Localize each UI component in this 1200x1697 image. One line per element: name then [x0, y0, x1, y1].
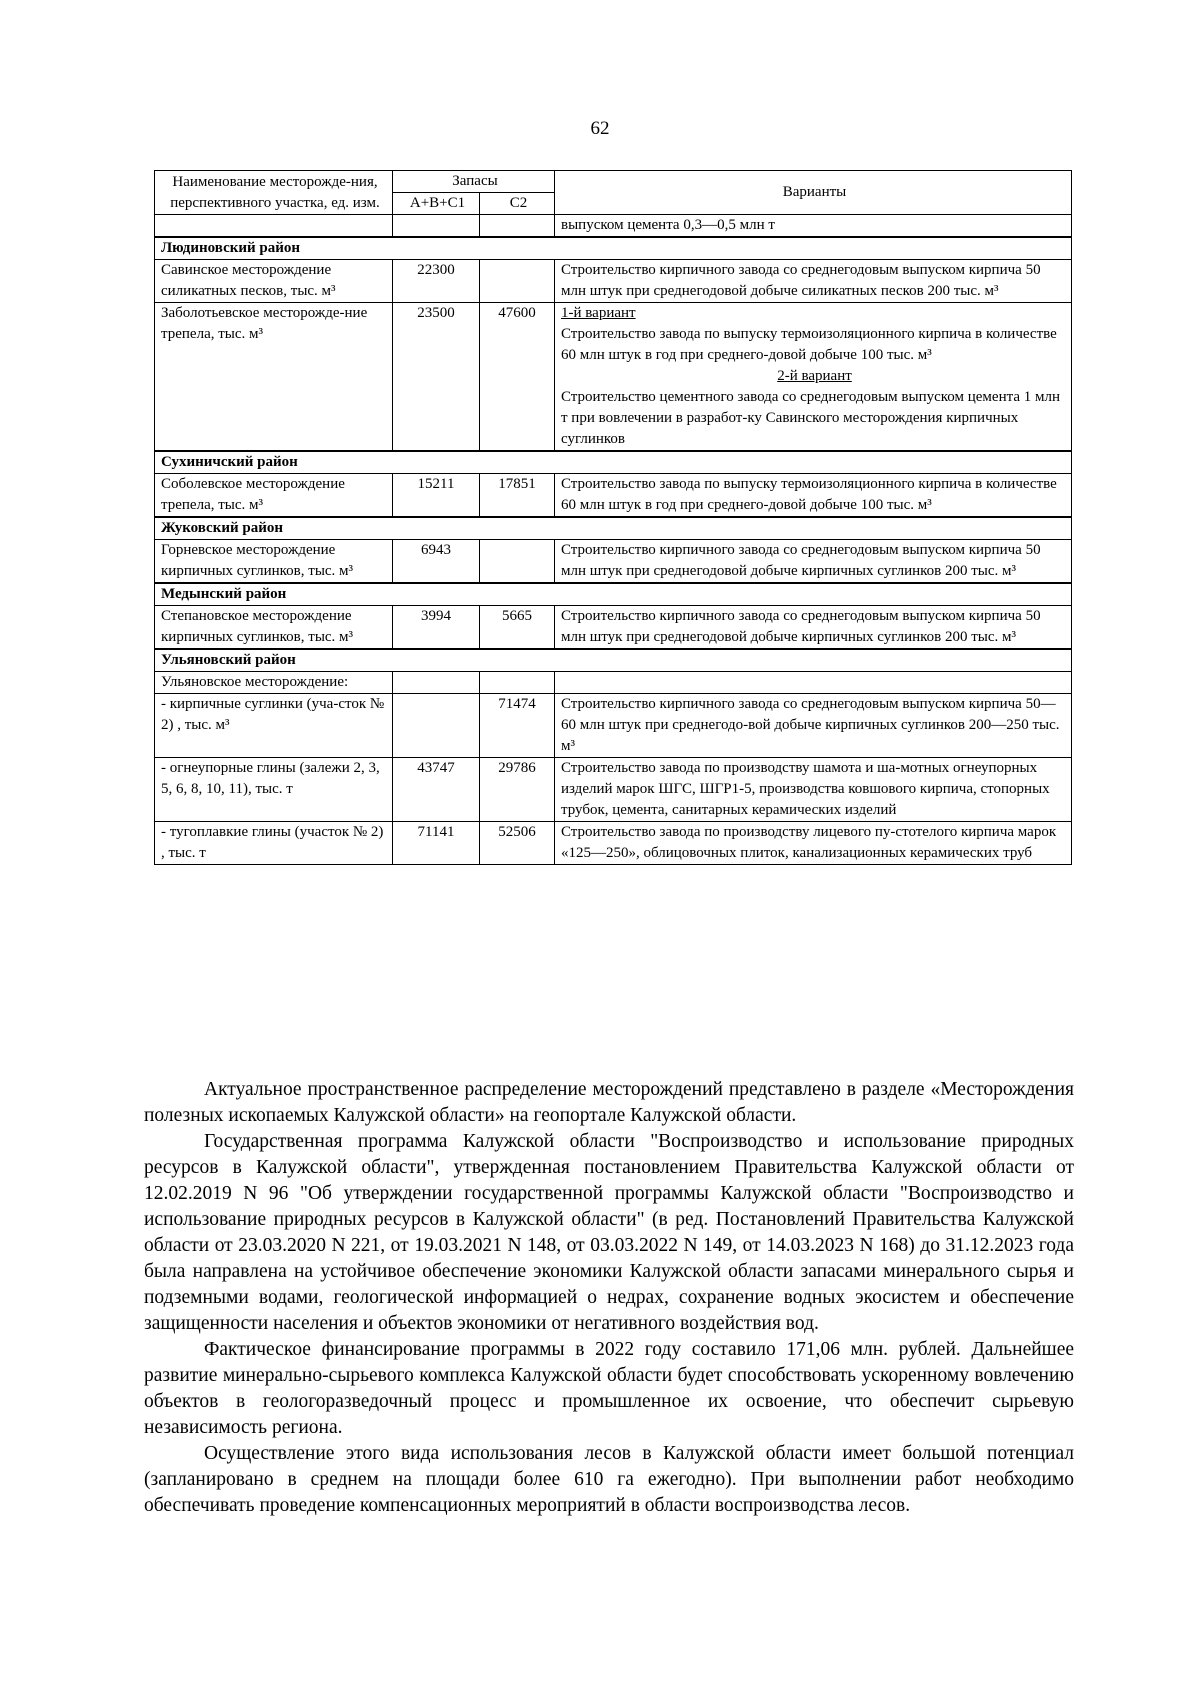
- deposit-name: Заболотьевское месторожде-ние трепела, тыс. м³: [155, 303, 393, 452]
- deposit-name: Горневское месторождение кирпичных суглинков, тыс. м³: [155, 540, 393, 584]
- variant-text: Строительство кирпичного завода со среднегодовым выпуском кирпича 50 млн штук при среднегодовой добыче силикатных песков 200 тыс. м³: [555, 260, 1072, 303]
- paragraph-state-program: Государственная программа Калужской области "Воспроизводство и использование природных ресурсов в Калужской области", утвержденная постановлением Правительства Калужской области от 12.02.2019 N 96 "Об утверждении государственной программы Калужской области "Воспроизводство и использование природных ресурсов в Калужской области" (в ред. Постановлений Правительства Калужской области от 23.03.2020 N 221, от 19.03.2021 N 148, от 03.03.2022 N 149, от 14.03.2023 N 168) до 31.12.2023 года была направлена на устойчивое обеспечение экономики Калужской области запасами минерального сырья и подземными водами, геологической информацией о недрах, сохранение водных экосистем и обеспечение защищенности населения и объектов экономики от негативного воздействия вод.: [144, 1131, 1074, 1334]
- variant-text: Строительство завода по производству лицевого пу-стотелого кирпича марок «125—250», облицовочных плиток, канализационных керамических труб: [555, 822, 1072, 865]
- continuation-cell: выпуском цемента 0,3—0,5 млн т: [555, 215, 1072, 238]
- variant-text: Строительство кирпичного завода со среднегодовым выпуском кирпича 50 млн штук при среднегодовой добыче кирпичных суглинков 200 тыс. м³: [555, 606, 1072, 650]
- c2-value: [480, 260, 555, 303]
- variant-1-text: Строительство завода по выпуску термоизоляционного кирпича в количестве 60 млн штук в год при среднего-довой добыче 100 тыс. м³: [561, 326, 1057, 363]
- district-lyudinovo: Людиновский район: [155, 237, 1072, 260]
- district-row: [155, 237, 1072, 260]
- table-row: [155, 303, 1072, 452]
- district-sukhinichi: Сухиничский район: [155, 451, 1072, 474]
- district-medyn: Медынский район: [155, 583, 1072, 606]
- deposit-name: - тугоплавкие глины (участок № 2) , тыс. т: [155, 822, 393, 865]
- abc1-value: 22300: [393, 260, 480, 303]
- variant-cell: [555, 303, 1072, 452]
- abc1-value: 71141: [393, 822, 480, 865]
- abc1-value: 3994: [393, 606, 480, 650]
- deposit-name: Степановское месторождение кирпичных суглинков, тыс. м³: [155, 606, 393, 650]
- deposit-name: - огнеупорные глины (залежи 2, 3, 5, 6, 8, 10, 11), тыс. т: [155, 758, 393, 822]
- page-number: 62: [590, 118, 610, 139]
- c2-value: 52506: [480, 822, 555, 865]
- header-c2: C2: [480, 193, 555, 215]
- variant-text: Строительство кирпичного завода со среднегодовым выпуском кирпича 50—60 млн штук при среднегодо-вой добыче кирпичных суглинков 200—250 тыс. м³: [555, 694, 1072, 758]
- abc1-value: 43747: [393, 758, 480, 822]
- c2-value: 5665: [480, 606, 555, 650]
- district-row: [155, 451, 1072, 474]
- paragraph-forest-use: Осуществление этого вида использования лесов в Калужской области имеет большой потенциал (запланировано в среднем на площади более 610 га ежегодно). При выполнении работ необходимо обеспечивать проведение компенсационных мероприятий в области воспроизводства лесов.: [144, 1443, 1074, 1516]
- variant-1-label: 1-й вариант: [561, 305, 636, 321]
- body-text: [144, 1077, 1074, 1519]
- abc1-value: 6943: [393, 540, 480, 584]
- district-row: [155, 649, 1072, 672]
- abc1-value: 23500: [393, 303, 480, 452]
- table-row: [155, 694, 1072, 758]
- variant-text: Строительство завода по выпуску термоизоляционного кирпича в количестве 60 млн штук в год при среднего-довой добыче 100 тыс. м³: [555, 474, 1072, 518]
- c2-value: 29786: [480, 758, 555, 822]
- c2-value: 47600: [480, 303, 555, 452]
- district-row: [155, 517, 1072, 540]
- table-row: [155, 758, 1072, 822]
- variant-2-label: 2-й вариант: [777, 368, 852, 384]
- table-row: [155, 474, 1072, 518]
- header-abc1: A+B+C1: [393, 193, 480, 215]
- abc1-value: 15211: [393, 474, 480, 518]
- header-reserves: Запасы: [393, 171, 555, 193]
- table-row: [155, 672, 1072, 694]
- table-row: [155, 540, 1072, 584]
- paragraph-geoportal: Актуальное пространственное распределение месторождений представлено в разделе «Месторождения полезных ископаемых Калужской области» на геопортале Калужской области.: [144, 1079, 1074, 1126]
- variant-2-text: Строительство цементного завода со среднегодовым выпуском цемента 1 млн т при вовлечении в разработ-ку Савинского месторождения кирпичных суглинков: [561, 389, 1061, 447]
- deposit-name: Савинское месторождение силикатных песков, тыс. м³: [155, 260, 393, 303]
- c2-value: 17851: [480, 474, 555, 518]
- district-zhukov: Жуковский район: [155, 517, 1072, 540]
- variant-text: Строительство завода по производству шамота и ша-мотных огнеупорных изделий марок ШГС, ШГР1-5, производства ковшового кирпича, стопорных трубок, цемента, санитарных керамических изделий: [555, 758, 1072, 822]
- header-name: Наименование месторожде-ния, перспективного участка, ед. изм.: [155, 171, 393, 215]
- c2-value: [480, 540, 555, 584]
- paragraph-financing: Фактическое финансирование программы в 2022 году составило 171,06 млн. рублей. Дальнейшее развитие минерально-сырьевого комплекса Калужской области будет способствовать ускоренному вовлечению объектов в геологоразведочный процесс и промышленное их освоение, что обеспечит сырьевую независимость региона.: [144, 1339, 1074, 1438]
- deposit-name: - кирпичные суглинки (уча-сток № 2) , тыс. м³: [155, 694, 393, 758]
- abc1-value: [393, 694, 480, 758]
- table-row: [155, 215, 1072, 238]
- table-row: [155, 606, 1072, 650]
- district-ulyanovo: Ульяновский район: [155, 649, 1072, 672]
- table-row: [155, 260, 1072, 303]
- c2-value: 71474: [480, 694, 555, 758]
- deposit-name: Ульяновское месторождение:: [155, 672, 393, 694]
- mineral-deposits-table: [154, 170, 1072, 865]
- table-row: [155, 822, 1072, 865]
- table-header-row: [155, 171, 1072, 193]
- header-variants: Варианты: [555, 171, 1072, 215]
- district-row: [155, 583, 1072, 606]
- variant-text: Строительство кирпичного завода со среднегодовым выпуском кирпича 50 млн штук при среднегодовой добыче кирпичных суглинков 200 тыс. м³: [555, 540, 1072, 584]
- deposit-name: Соболевское месторождение трепела, тыс. м³: [155, 474, 393, 518]
